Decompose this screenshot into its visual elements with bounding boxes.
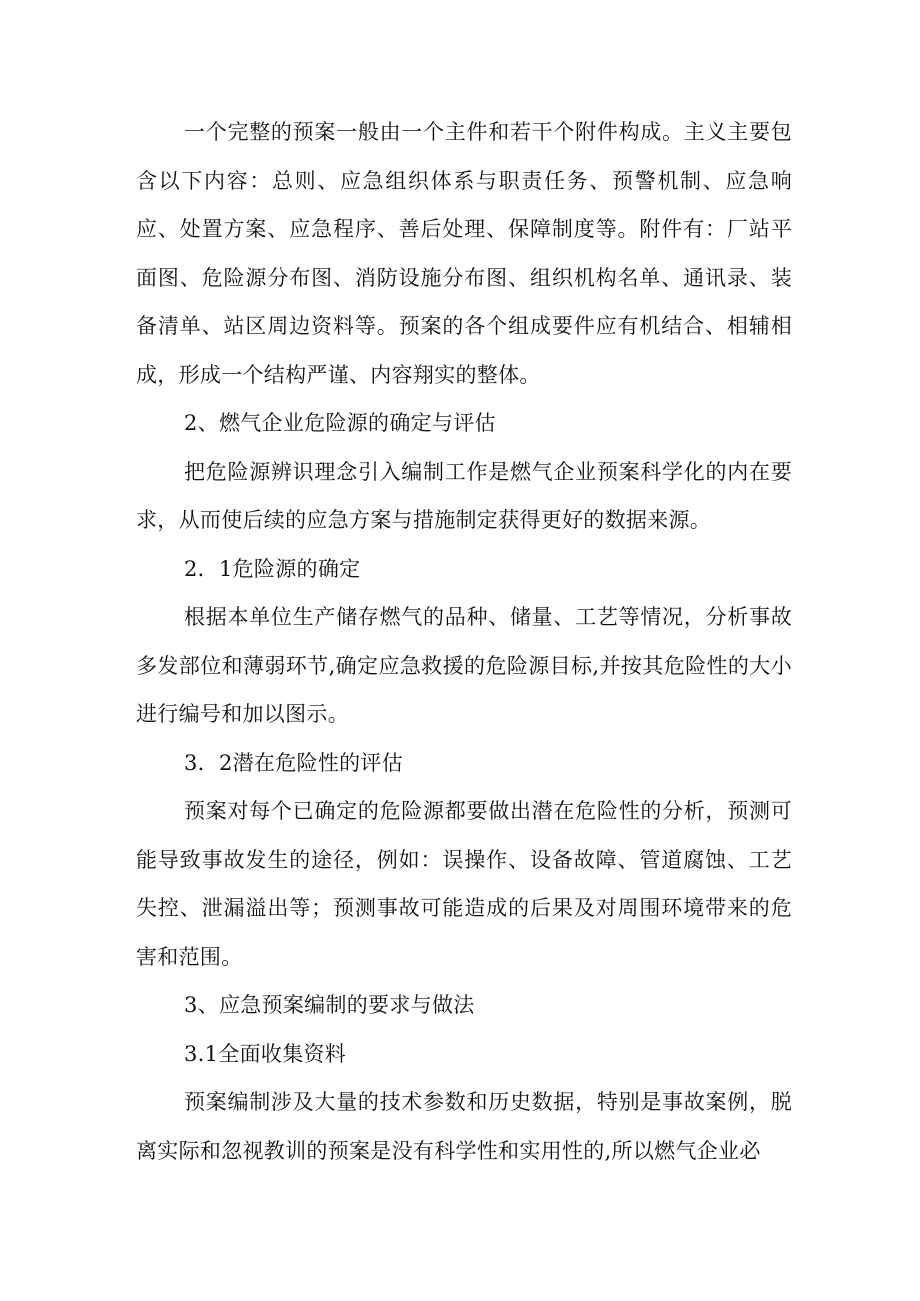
subsection-heading-collect-data: 3.1全面收集资料	[184, 1041, 347, 1066]
subsection-heading-hazard-determination: 2．1危险源的确定	[184, 556, 361, 581]
document-body	[136, 108, 792, 1175]
section-heading-plan-requirements: 3、应急预案编制的要求与做法	[184, 993, 475, 1017]
section-heading-hazard-sources: 2、燃气企业危险源的确定与评估	[184, 411, 496, 435]
paragraph-hazard-determination: 根据本单位生产储存燃气的品种、储量、工艺等情况，分析事故多发部位和薄弱环节,确定应急救援的危险源目标,并按其危险性的大小进行编号和加以图示。	[136, 605, 792, 726]
subsection-heading-potential-risk: 3．2潜在危险性的评估	[184, 750, 404, 775]
paragraph-collect-data: 预案编制涉及大量的技术参数和历史数据，特别是事故案例，脱离实际和忽视教训的预案是没有科学性和实用性的,所以燃气企业必	[136, 1090, 792, 1163]
paragraph-hazard-identification: 把危险源辨识理念引入编制工作是燃气企业预案科学化的内在要求，从而使后续的应急方案与措施制定获得更好的数据来源。	[136, 459, 792, 532]
paragraph-plan-composition: 一个完整的预案一般由一个主件和若干个附件构成。主义主要包含以下内容：总则、应急组织体系与职责任务、预警机制、应急响应、处置方案、应急程序、善后处理、保障制度等。附件有：厂站平面图、危险源分布图、消防设施分布图、组织机构名单、通讯录、装备清单、站区周边资料等。预案的各个组成要件应有机结合、相辅相成，形成一个结构严谨、内容翔实的整体。	[136, 120, 792, 387]
paragraph-potential-risk: 预案对每个已确定的危险源都要做出潜在危险性的分析，预测可能导致事故发生的途径，例如：误操作、设备故障、管道腐蚀、工艺失控、泄漏溢出等；预测事故可能造成的后果及对周围环境带来的危害和范围。	[136, 799, 792, 969]
